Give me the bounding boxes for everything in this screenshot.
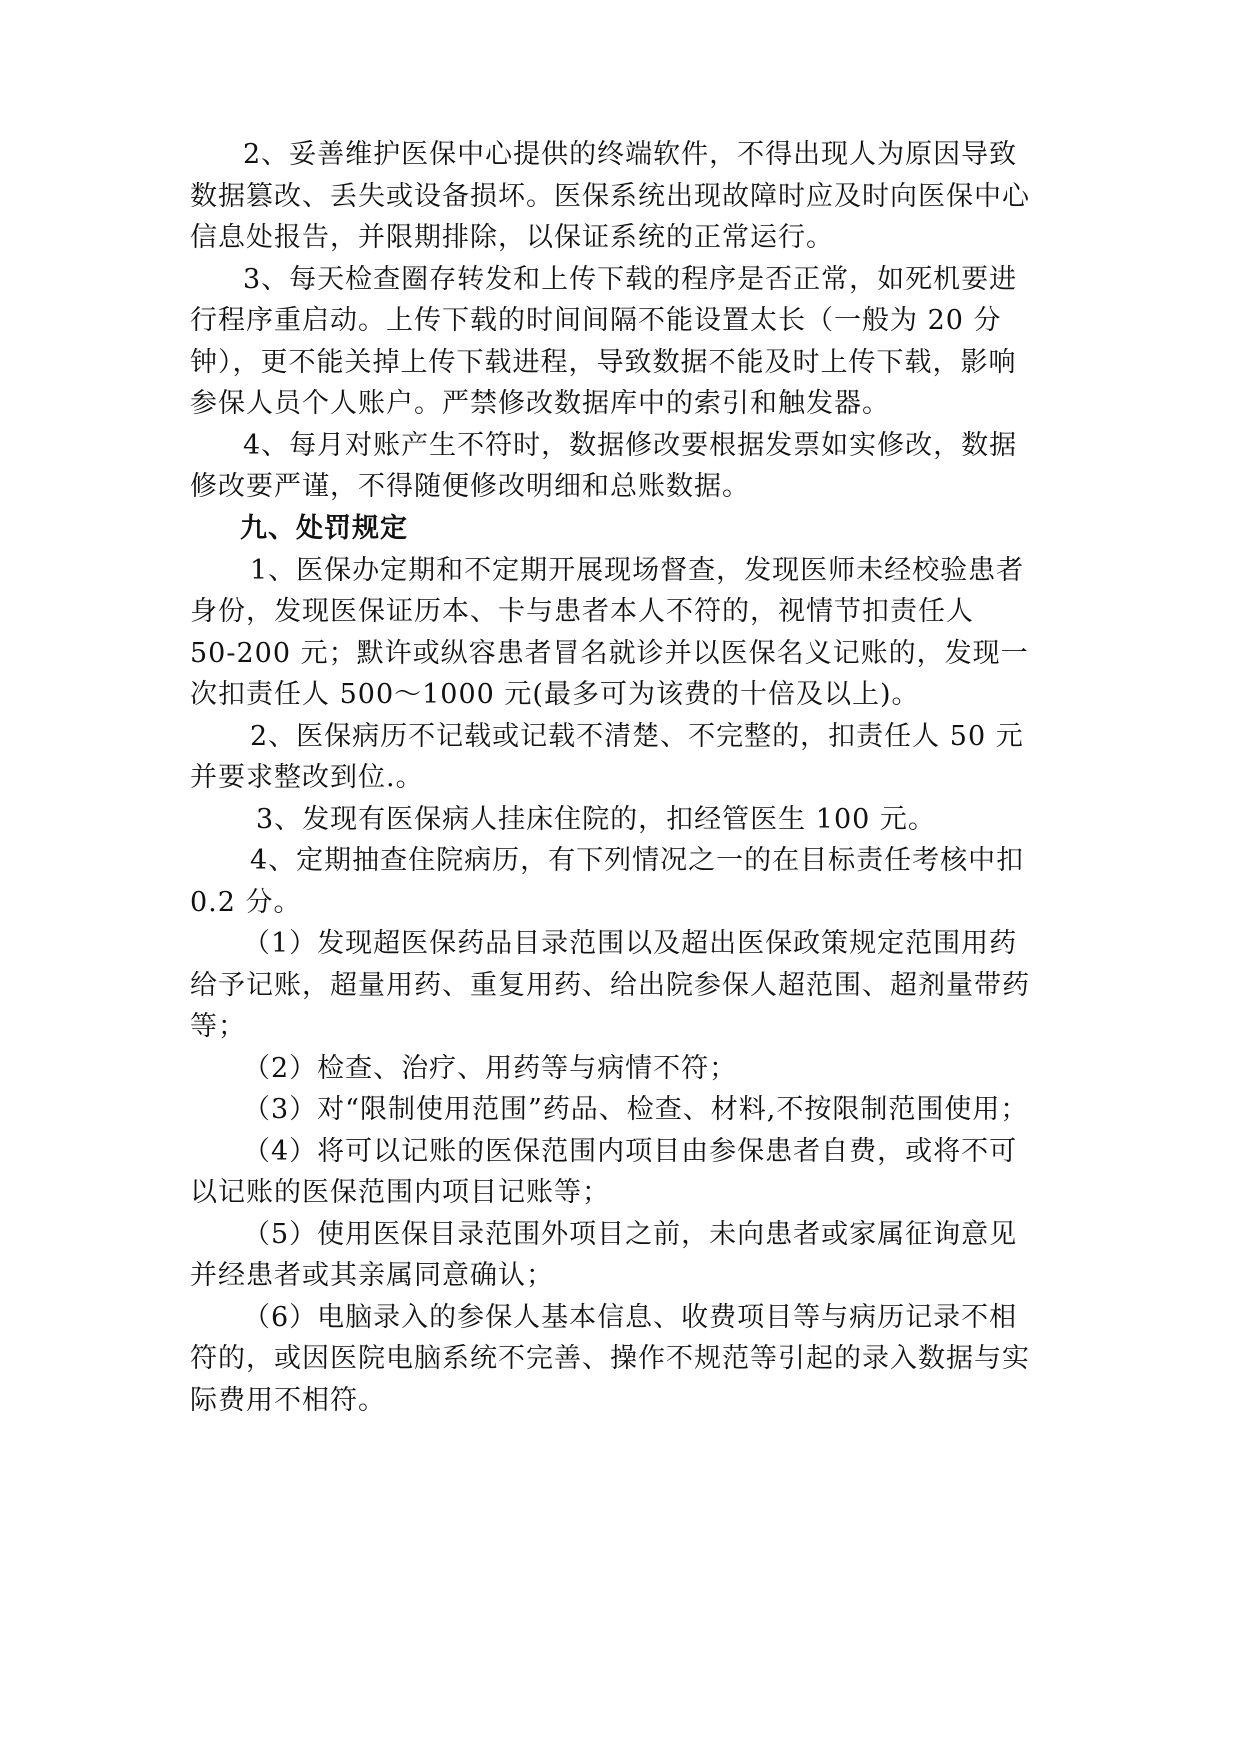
paragraph-line: 际费用不相符。 [190,1385,386,1416]
paragraph-line: 0.2 分。 [190,887,302,918]
paragraph-line: 1、医保办定期和不定期开展现场督查，发现医师未经校验患者 [250,555,1025,586]
paragraph-line: 行程序重启动。上传下载的时间间隔不能设置太长（一般为 20 分 [190,305,1002,336]
paragraph-line: 2、医保病历不记载或记载不清楚、不完整的，扣责任人 50 元 [250,721,1024,752]
paragraph-line: 以记账的医保范围内项目记账等； [190,1177,610,1208]
paragraph-line: 4、定期抽查住院病历，有下列情况之一的在目标责任考核中扣 [250,845,1025,876]
paragraph-line: 数据篡改、丢失或设备损坏。医保系统出现故障时应及时向医保中心 [190,181,1030,212]
paragraph-line: 2、妥善维护医保中心提供的终端软件，不得出现人为原因导致 [243,139,1018,170]
paragraph-line: （4）将可以记账的医保范围内项目由参保患者自费，或将不可 [243,1136,1018,1167]
paragraph-line: 给予记账，超量用药、重复用药、给出院参保人超范围、超剂量带药 [190,970,1030,1001]
section-heading: 九、处罚规定 [240,513,408,544]
paragraph-line: （2）检查、治疗、用药等与病情不符； [243,1053,738,1084]
paragraph-line: 并要求整改到位.。 [190,762,424,793]
paragraph-line: （6）电脑录入的参保人基本信息、收费项目等与病历记录不相 [243,1302,1018,1333]
paragraph-line: 并经患者或其亲属同意确认； [190,1260,554,1291]
paragraph-line: 身份，发现医保证历本、卡与患者本人不符的，视情节扣责任人 [190,596,974,627]
paragraph-line: 信息处报告，并限期排除，以保证系统的正常运行。 [190,222,834,253]
paragraph-line: （3）对“限制使用范围”药品、检查、材料,不按限制范围使用； [243,1094,1029,1125]
paragraph-line: 符的，或因医院电脑系统不完善、操作不规范等引起的录入数据与实 [190,1343,1030,1374]
paragraph-line: （5）使用医保目录范围外项目之前，未向患者或家属征询意见 [243,1219,1018,1250]
paragraph-line: 等； [190,1011,246,1042]
paragraph-line: 3、发现有医保病人挂床住院的，扣经管医生 100 元。 [256,804,936,835]
paragraph-line: 参保人员个人账户。严禁修改数据库中的索引和触发器。 [190,388,890,419]
paragraph-line: （1）发现超医保药品目录范围以及超出医保政策规定范围用药 [243,928,1018,959]
paragraph-line: 钟），更不能关掉上传下载进程，导致数据不能及时上传下载，影响 [190,347,1017,378]
paragraph-line: 4、每月对账产生不符时，数据修改要根据发票如实修改，数据 [243,430,1018,461]
paragraph-line: 50-200 元；默许或纵容患者冒名就诊并以医保名义记账的，发现一 [190,638,1029,669]
paragraph-line: 修改要严谨，不得随便修改明细和总账数据。 [190,471,750,502]
paragraph-line: 次扣责任人 500～1000 元(最多可为该费的十倍及以上)。 [190,679,920,710]
paragraph-line: 3、每天检查圈存转发和上传下载的程序是否正常，如死机要进 [243,264,1018,295]
